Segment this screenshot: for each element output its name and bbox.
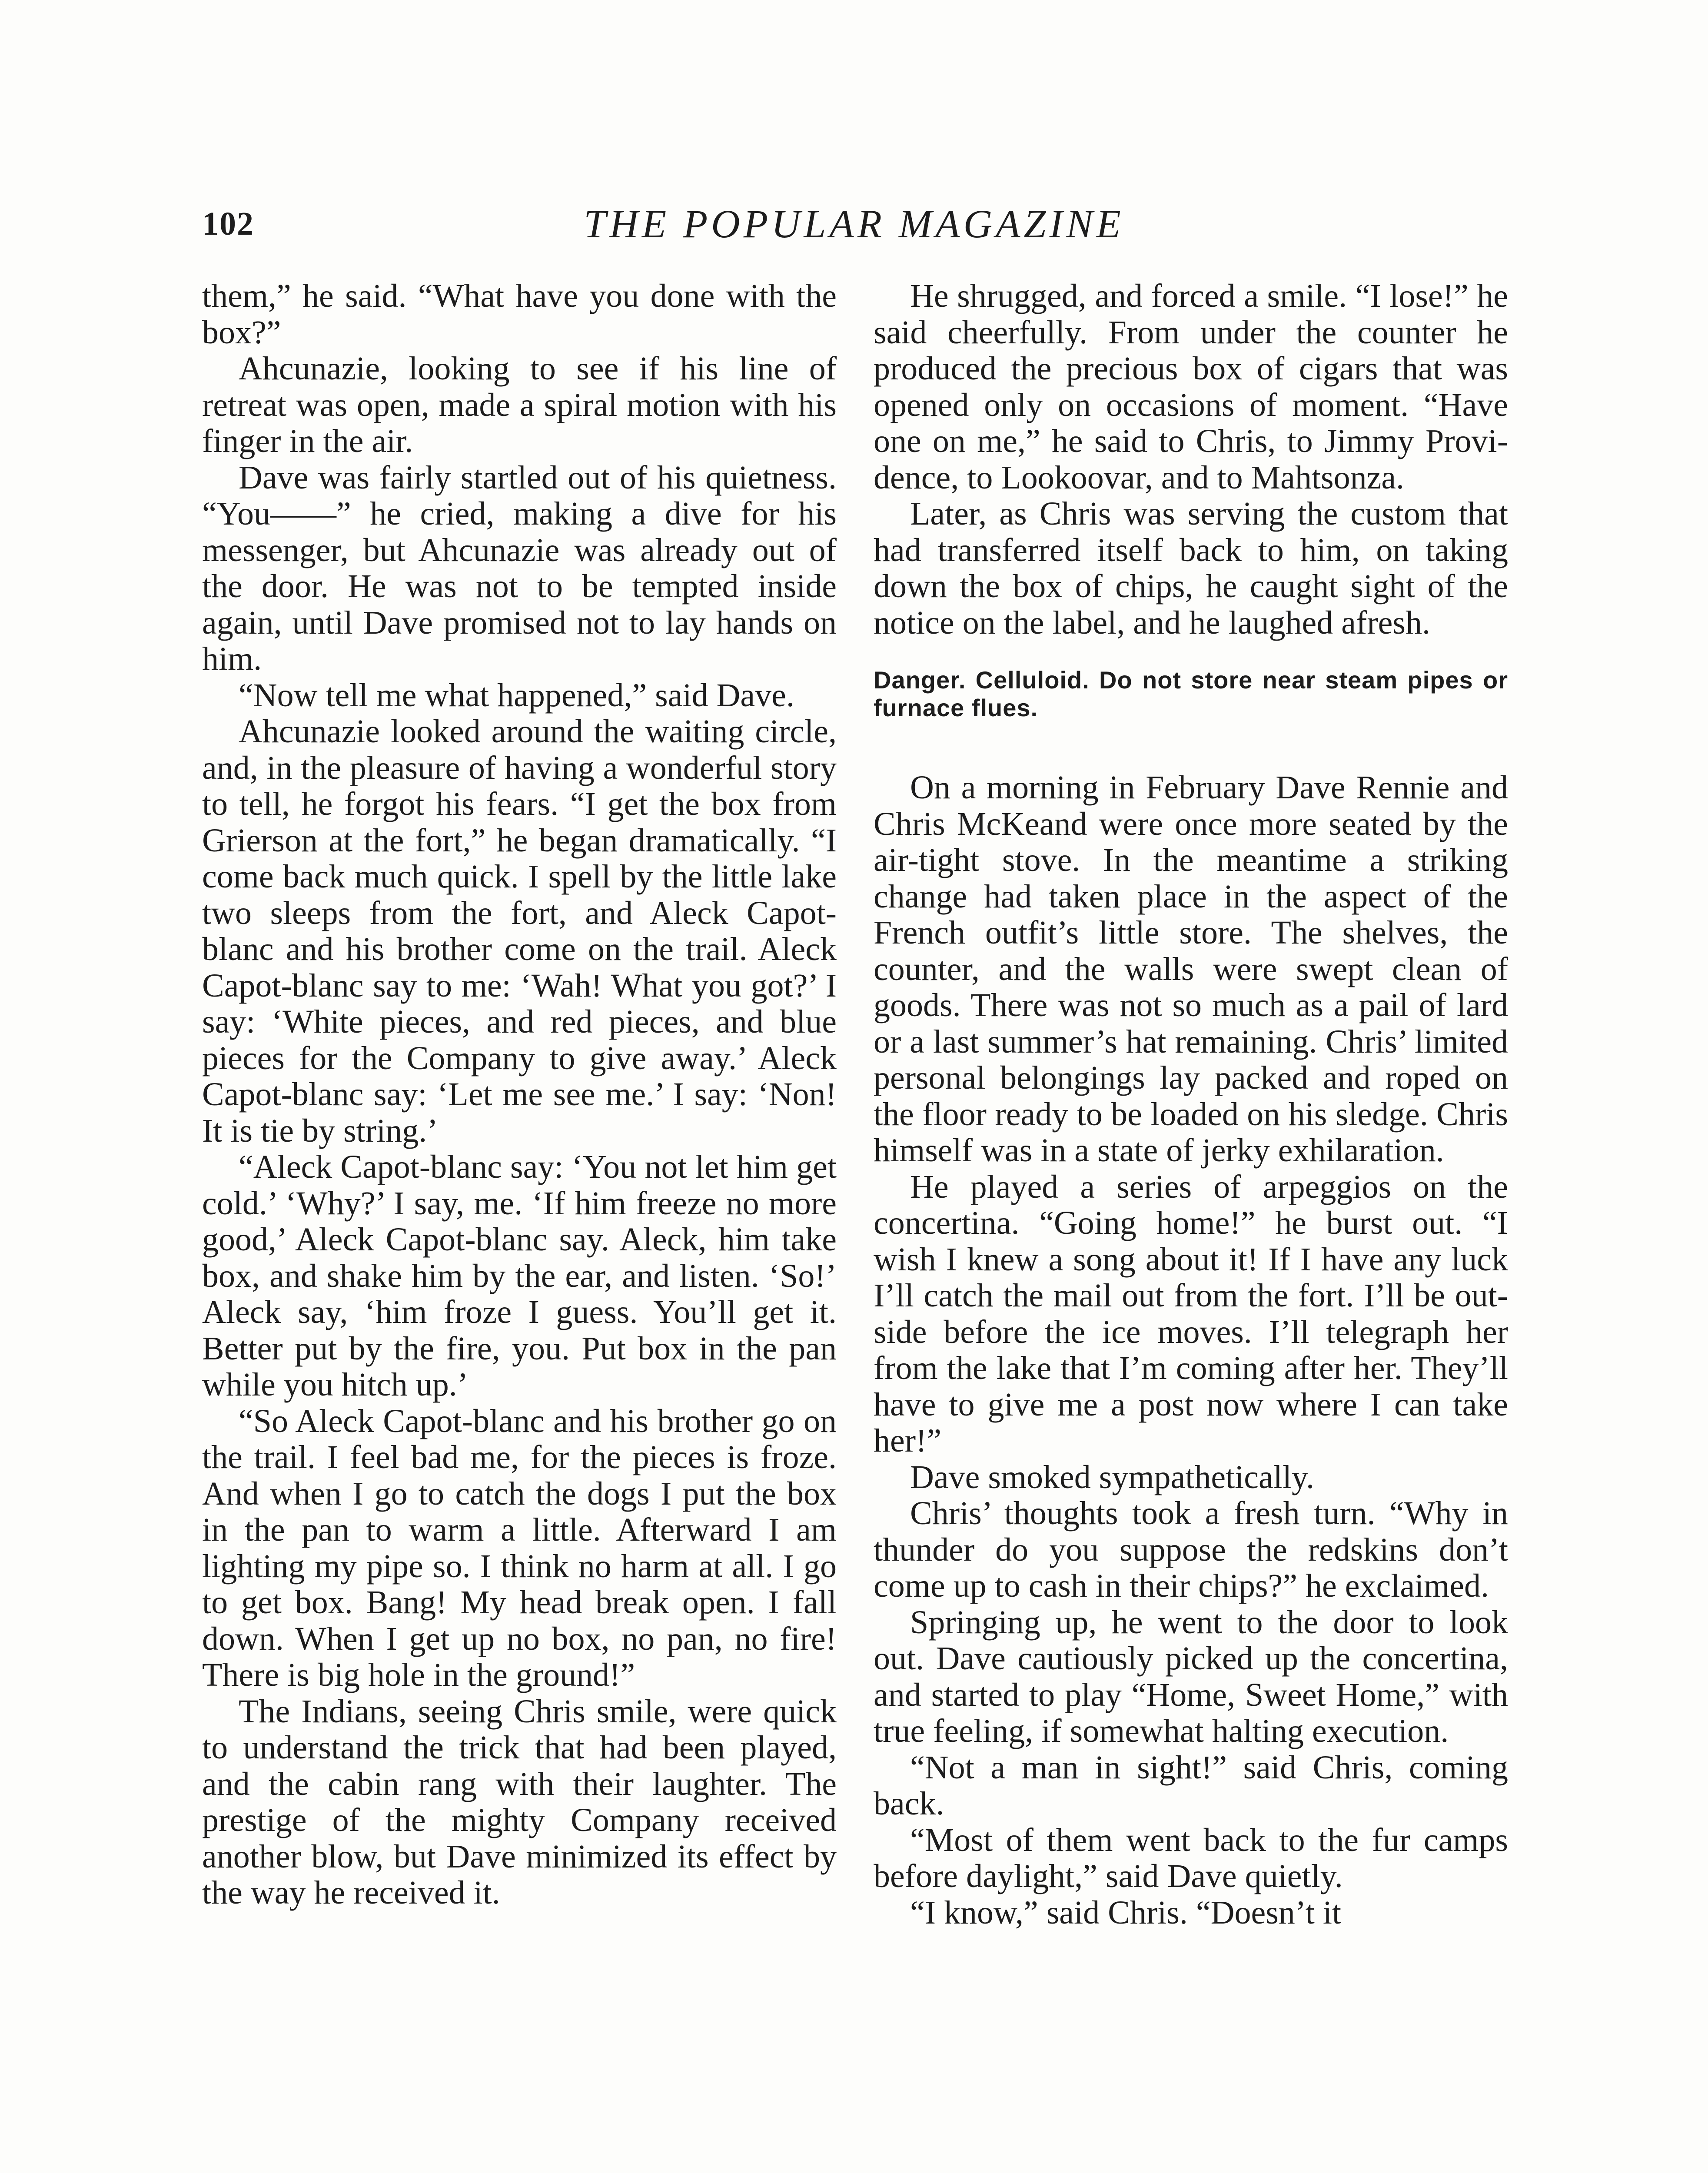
paragraph: “Not a man in sight!” said Chris, coming back. [874,1749,1508,1822]
paragraph: Ahcunazie looked around the waiting circle, and, in the pleasure of having a wonderful story to tell, he forgot his fears. “I get the box from Grierson at the fort,” he began dramatically. “I come back much quick. I spell by the little lake two sleeps from the fort, and Aleck Capot-blanc and his brother come on the trail. Aleck Capot-blanc say to me: ‘Wah! What you got?’ I say: ‘White pieces, and red pieces, and blue pieces for the Company to give away.’ Aleck Capot-blanc say: ‘Let me see me.’ I say: ‘Non! It is tie by string.’ [202,713,837,1149]
paragraph: “Now tell me what happened,” said Dave. [239,677,794,714]
paragraph: “I know,” said Chris. “Doesn’t it [910,1894,1342,1931]
paragraph: “So Aleck Capot-blanc and his brother go on the trail. I feel bad me, for the pieces is froze. And when I go to catch the dogs I put the box in the pan to warm a little. Afterward I am lighting my pipe so. I think no harm at all. I go to get box. Bang! My head break open. I fall down. When I get up no box, no pan, no fire! There is big hole in the ground!” [202,1402,837,1693]
paragraph: He played a series of arpeggios on the concertina. “Going home!” he burst out. “I wish I knew a song about it! If I have any luck I’ll catch the mail out from the fort. I’ll be outside before the ice moves. I’ll telegraph her from the lake that I’m coming after her. They’ll have to give me a post now where I can take her!” [874,1168,1508,1459]
paragraph: Later, as Chris was serving the custom that had transferred itself back to him, on taking down the box of chips, he caught sight of the notice on the label, and he laughed afresh. [874,495,1508,641]
paragraph: them,” he said. “What have you done with the box?” [202,278,837,351]
paragraph: Dave was fairly startled out of his quietness. “You——” he cried, making a dive for his messenger, but Ahcunazie was already out of the door. He was not to be tempted inside again, until Dave promised not to lay hands on him. [202,459,837,677]
paragraph: The Indians, seeing Chris smile, were quick to understand the trick that had been played, and the cabin rang with their laughter. The prestige of the mighty Company received another blow, but Dave minimized its effect by the way he received it. [202,1693,837,1911]
paragraph: “Most of them went back to the fur camps before daylight,” said Dave quietly. [874,1821,1508,1894]
magazine-title: THE POPULAR MAGAZINE [584,202,1124,246]
paragraph: Dave smoked sympathetically. [910,1459,1315,1495]
paragraph: On a morning in February Dave Rennie and Chris McKeand were once more seated by the air-tight stove. In the meantime a striking change had taken place in the aspect of the French outfit’s little store. The shelves, the counter, and the walls were swept clean of goods. There was not so much as a pail of lard or a last summer’s hat remaining. Chris’ limited personal belongings lay packed and roped on the floor ready to be loaded on his sledge. Chris himself was in a state of jerky exhilaration. [874,769,1508,1169]
running-header [202,196,1506,265]
left-column [202,278,837,1911]
paragraph: Springing up, he went to the door to look out. Dave cautiously picked up the concertina, and started to play “Home, Sweet Home,” with true feeling, if somewhat halting execution. [874,1604,1508,1749]
paragraph: “Aleck Capot-blanc say: ‘You not let him get cold.’ ‘Why?’ I say, me. ‘If him freeze no more good,’ Aleck Capot-blanc say. Aleck, him take box, and shake him by the ear, and listen. ‘So!’ Aleck say, ‘him froze I guess. You’ll get it. Better put by the fire, you. Put box in the pan while you hitch up.’ [202,1149,837,1403]
paragraph: He shrugged, and forced a smile. “I lose!” he said cheerfully. From under the counter he produced the precious box of cigars that was opened only on occasions of moment. “Have one on me,” he said to Chris, to Jimmy Providence, to Lookoovar, and to Mahtsonza. [874,278,1508,496]
page-number: 102 [202,206,254,242]
paragraph: Chris’ thoughts took a fresh turn. “Why in thunder do you suppose the redskins don’t come up to cash in their chips?” he exclaimed. [874,1495,1508,1604]
label-notice: Danger. Celluloid. Do not store near steam pipes or furnace flues. [874,666,1508,721]
paragraph: Ahcunazie, looking to see if his line of retreat was open, made a spiral motion with his finger in the air. [202,350,837,459]
right-column [874,278,1508,1931]
